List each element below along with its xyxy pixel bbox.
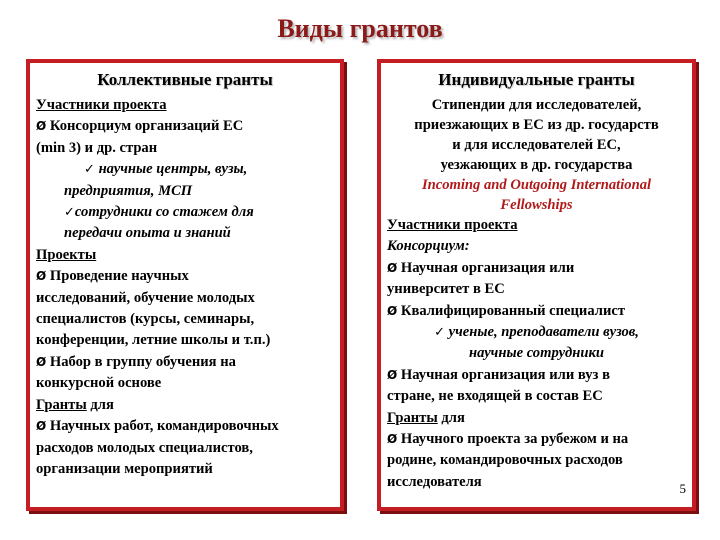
- intro-text: Стипендии для исследователей,: [431, 97, 642, 113]
- specialist-text: Квалифицированный специалист: [400, 302, 626, 319]
- specialist-item: [387, 301, 686, 322]
- grants-for-text: для: [86, 396, 114, 413]
- collective-grants-heading: Коллективные гранты: [97, 70, 273, 89]
- arrow-bullet-icon: Ø: [387, 367, 398, 382]
- recruit-text: Набор в группу обучения на: [49, 353, 236, 370]
- collective-grants-panel: [26, 59, 344, 511]
- projects-label: Проекты: [36, 246, 97, 263]
- check-item-scientists: [387, 322, 686, 343]
- consortium-text-cont: (min 3) и др. стран: [36, 139, 158, 156]
- check-icon: ✓: [84, 162, 95, 178]
- grants-text-cont: родине, командировочных расходов: [387, 452, 623, 469]
- check-text: научные центры, вузы,: [98, 161, 248, 178]
- consortium-text: Консорциум организаций ЕС: [49, 118, 244, 135]
- grants-text-cont: исследователя: [387, 473, 482, 490]
- consortium-item: [36, 116, 334, 137]
- grants-text-cont: организации мероприятий: [36, 460, 213, 477]
- research-text-cont: исследований, обучение молодых: [36, 289, 255, 306]
- arrow-bullet-icon: Ø: [36, 419, 47, 434]
- org-item: [387, 258, 686, 279]
- org2-text: Научная организация или вуз в: [400, 366, 610, 383]
- intro-text: уезжающих в др. государства: [440, 157, 633, 173]
- check-text: сотрудники со стажем для: [74, 204, 254, 221]
- org-text-cont: университет в ЕС: [387, 281, 505, 298]
- grants-label: Гранты: [36, 396, 87, 413]
- intro-text: приезжающих в ЕС из др. государств: [414, 117, 659, 133]
- org-text: Научная организация или: [400, 259, 575, 276]
- org2-text-cont: стране, не входящей в состав ЕС: [387, 388, 603, 405]
- grants-item: [387, 429, 686, 450]
- grants-text-cont: расходов молодых специалистов,: [36, 439, 253, 456]
- research-text-cont: специалистов (курсы, семинары,: [36, 311, 255, 328]
- recruit-item: [36, 352, 334, 373]
- arrow-bullet-icon: Ø: [36, 354, 47, 369]
- check-icon: ✓: [434, 325, 445, 341]
- arrow-bullet-icon: Ø: [36, 269, 47, 284]
- recruit-text-cont: конкурсной основе: [36, 375, 162, 392]
- check-text: ученые, преподаватели вузов,: [448, 324, 639, 341]
- grants-for-heading: [36, 395, 334, 416]
- research-text: Проведение научных: [49, 268, 189, 285]
- check-text-cont: предприятия, МСП: [64, 182, 193, 199]
- arrow-bullet-icon: Ø: [36, 119, 47, 134]
- grants-for-text: для: [437, 409, 465, 426]
- participants-label: Участники проекта: [387, 217, 518, 233]
- fellowships-text: Incoming and Outgoing International: [421, 177, 652, 193]
- participants-label: Участники проекта: [36, 97, 167, 113]
- page-number: 5: [679, 480, 686, 496]
- consortium-label: Консорциум:: [387, 238, 470, 255]
- fellowships-text: Fellowships: [500, 197, 573, 213]
- slide-title: Виды грантов: [277, 14, 443, 43]
- research-item: [36, 266, 334, 287]
- individual-grants-panel: [377, 59, 696, 511]
- check-text-cont: передачи опыта и знаний: [64, 225, 231, 242]
- individual-grants-heading: Индивидуальные гранты: [438, 70, 635, 89]
- arrow-bullet-icon: Ø: [387, 432, 398, 447]
- grants-item: [36, 416, 334, 437]
- grants-for-heading: [387, 408, 686, 429]
- intro-text: и для исследователей ЕС,: [452, 137, 621, 153]
- check-text-cont: научные сотрудники: [469, 345, 604, 362]
- arrow-bullet-icon: Ø: [387, 260, 398, 275]
- grants-text: Научного проекта за рубежом и на: [400, 431, 629, 448]
- grants-label: Гранты: [387, 409, 438, 426]
- research-text-cont: конференции, летние школы и т.п.): [36, 332, 271, 349]
- grants-text: Научных работ, командировочных: [49, 418, 279, 435]
- org2-item: [387, 365, 686, 386]
- check-item-research-centers: [36, 159, 334, 180]
- check-item-staff: [36, 202, 334, 223]
- arrow-bullet-icon: Ø: [387, 303, 398, 318]
- check-icon: ✓: [64, 205, 75, 221]
